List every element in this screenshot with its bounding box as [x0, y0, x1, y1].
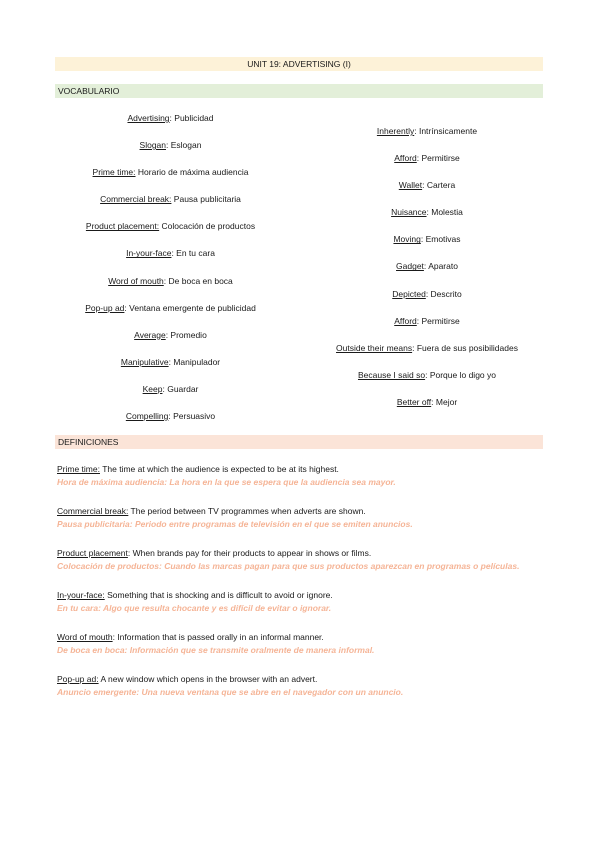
vocabulary-term: Compelling [125, 411, 169, 422]
vocabulary-entry [55, 356, 286, 383]
vocabulary-entry [311, 179, 543, 206]
vocabulary-meaning: Publicidad [174, 113, 214, 123]
definition-translation: Colocación de productos: Cuando las marcas pagan para que sus productos aparezcan en programas o películas. [57, 561, 520, 571]
definition-entry [57, 546, 545, 573]
vocabulary-meaning: Molestia [431, 207, 463, 218]
vocabulary-entry [55, 112, 286, 139]
vocabulary-meaning: Descrito [430, 288, 462, 299]
definition-english [57, 546, 545, 560]
vocabulary-separator: : [165, 329, 171, 340]
definition-translation: Pausa publicitaria: Periodo entre programas de televisión en el que se emiten anuncios. [57, 519, 413, 529]
vocabulary-term: Word of mouth [108, 275, 164, 286]
vocabulary-entry [55, 410, 286, 437]
vocabulary-separator: : [166, 140, 171, 151]
vocabulary-term: Inherently [376, 126, 415, 136]
vocabulary-separator: : [426, 207, 432, 218]
definition-translation: En tu cara: Algo que resulta chocante y es difícil de evitar o ignorar. [57, 603, 332, 613]
definition-english [57, 462, 545, 476]
vocabulary-meaning: Eslogan [170, 140, 202, 151]
definition-english [57, 588, 545, 602]
vocabulary-separator: : [416, 153, 422, 164]
vocabulary-meaning: Intrínsicamente [418, 126, 478, 136]
vocabulary-entry [55, 166, 286, 193]
vocabulary-separator: : [414, 126, 419, 136]
definitions-list [57, 462, 545, 714]
vocabulary-entry [311, 233, 543, 260]
vocabulary-term: Afford [394, 315, 417, 326]
vocabulary-meaning: Guardar [167, 383, 199, 394]
vocabulary-meaning: Manipulador [173, 356, 221, 367]
vocabulary-entry [55, 193, 286, 220]
vocabulary-separator: : [163, 275, 169, 286]
vocabulary-meaning: Mejor [435, 396, 458, 407]
vocabulary-term: Because I said so [357, 369, 426, 380]
vocabulary-entry [55, 220, 286, 247]
vocabulary-term: Afford [394, 153, 417, 164]
vocabulary-entry [311, 260, 543, 287]
unit-title: UNIT 19: ADVERTISING (I) [55, 57, 543, 71]
vocabulary-term: Manipulative [120, 356, 169, 367]
vocabulary-meaning: Porque lo digo yo [429, 369, 496, 380]
vocabulary-term: Pop-up ad [85, 302, 125, 313]
vocabulary-separator: : [162, 383, 168, 394]
vocabulary-term: Depicted [392, 288, 426, 299]
definition-entry [57, 462, 545, 489]
vocabulary-term: Prime time: [92, 167, 136, 178]
vocabulary-entry [311, 369, 543, 396]
vocabulary-meaning: Persuasivo [173, 411, 216, 422]
vocabulary-entry [311, 342, 543, 369]
definitions-heading: DEFINICIONES [55, 435, 543, 449]
definition-term: Product placement [57, 548, 128, 558]
definition-translation: Anuncio emergente: Una nueva ventana que se abre en el navegador con un anuncio. [57, 687, 404, 697]
vocabulary-term: Commercial break: [100, 194, 172, 205]
vocabulary-separator: : [168, 411, 174, 422]
vocabulary-term: Better off [396, 396, 432, 407]
vocabulary-term: Outside their means [336, 342, 413, 353]
vocabulary-entry [311, 315, 543, 342]
definition-text: : Information that is passed orally in an informal manner. [112, 632, 324, 642]
vocabulary-entry [55, 247, 286, 274]
vocabulary-entry [311, 125, 543, 152]
definition-term: Pop-up ad: [57, 674, 99, 684]
vocabulary-meaning: De boca en boca [168, 275, 233, 286]
vocabulary-separator: : [412, 342, 417, 353]
vocabulary-meaning: Cartera [426, 180, 456, 191]
vocabulary-term: Average [134, 329, 166, 340]
vocabulary-meaning: Aparato [428, 261, 458, 272]
vocabulary-separator: : [425, 288, 431, 299]
vocabulary-term: In-your-face [126, 248, 172, 259]
vocabulary-separator: : [423, 261, 429, 272]
definition-entry [57, 630, 545, 657]
vocabulary-meaning: Promedio [170, 329, 207, 340]
vocabulary-separator: : [124, 302, 130, 313]
vocabulary-separator: : [425, 369, 430, 380]
vocabulary-meaning: Horario de máxima audiencia [137, 167, 249, 178]
vocabulary-term: Keep [142, 383, 163, 394]
vocabulary-separator: : [169, 113, 175, 123]
definition-text: The period between TV programmes when adverts are shown. [128, 506, 366, 516]
vocabulary-entry [55, 302, 286, 329]
definition-term: Word of mouth [57, 632, 113, 642]
vocabulary-separator: : [171, 248, 177, 259]
definition-entry [57, 672, 545, 699]
vocabulary-entry [55, 139, 286, 166]
vocabulary-separator: : [420, 234, 426, 245]
definition-translation: De boca en boca: Información que se transmite oralmente de manera informal. [57, 645, 375, 655]
definition-english [57, 630, 545, 644]
definition-text: A new window which opens in the browser with an advert. [98, 674, 318, 684]
vocabulary-separator: : [416, 315, 422, 326]
vocabulary-meaning: Colocación de productos [161, 221, 256, 232]
vocabulary-meaning: Pausa publicitaria [173, 194, 241, 205]
vocabulary-entry [311, 152, 543, 179]
vocabulary-term: Advertising [127, 113, 170, 123]
definition-term: Prime time: [57, 464, 100, 474]
definition-entry [57, 588, 545, 615]
vocabulary-meaning: Emotivas [425, 234, 461, 245]
vocabulary-separator: : [168, 356, 174, 367]
vocabulary-heading: VOCABULARIO [55, 84, 543, 98]
vocabulary-entry [55, 383, 286, 410]
definition-english [57, 672, 545, 686]
vocabulary-entry [55, 275, 286, 302]
definition-translation: Hora de máxima audiencia: La hora en la que se espera que la audiencia sea mayor. [57, 477, 396, 487]
vocabulary-left-column [55, 112, 286, 437]
vocabulary-entry [311, 206, 543, 233]
vocabulary-meaning: Permitirse [421, 153, 460, 164]
vocabulary-meaning: Ventana emergente de publicidad [129, 302, 256, 313]
definition-text: : When brands pay for their products to appear in shows or films. [127, 548, 372, 558]
vocabulary-entry [311, 288, 543, 315]
vocabulary-entry [55, 329, 286, 356]
definition-term: Commercial break: [57, 506, 129, 516]
vocabulary-term: Nuisance [391, 207, 427, 218]
vocabulary-separator: : [431, 396, 436, 407]
vocabulary-separator: : [422, 180, 427, 191]
vocabulary-meaning: Fuera de sus posibilidades [416, 342, 518, 353]
vocabulary-meaning: En tu cara [176, 248, 215, 259]
definition-text: The time at which the audience is expected to be at its highest. [99, 464, 339, 474]
vocabulary-right-column [311, 125, 543, 423]
definition-term: In-your-face: [57, 590, 105, 600]
definition-english [57, 504, 545, 518]
definition-text: Something that is shocking and is difficult to avoid or ignore. [104, 590, 333, 600]
vocabulary-term: Moving [393, 234, 421, 245]
definition-entry [57, 504, 545, 531]
vocabulary-meaning: Permitirse [421, 315, 460, 326]
vocabulary-term: Slogan [139, 140, 166, 151]
vocabulary-term: Gadget [396, 261, 424, 272]
vocabulary-term: Wallet [398, 180, 423, 191]
vocabulary-entry [311, 396, 543, 423]
vocabulary-term: Product placement: [85, 221, 160, 232]
